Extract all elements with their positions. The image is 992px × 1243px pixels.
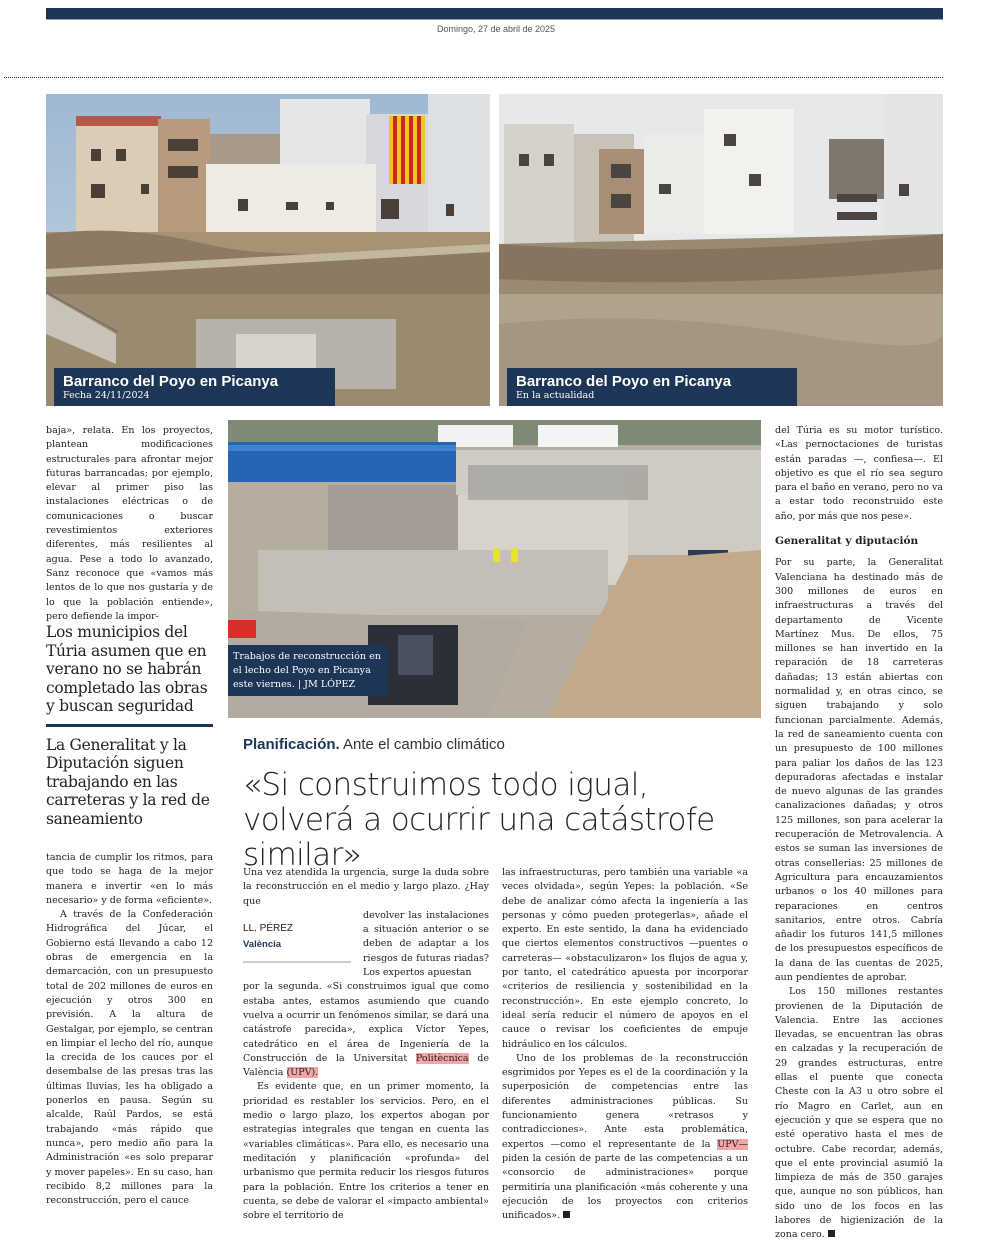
photo-after-subtitle: En la actualidad (516, 390, 595, 401)
photo-before-image (46, 94, 490, 406)
dotted-divider (4, 77, 943, 78)
left-column-paragraph: tancia de cumplir los ritmos, para que todo se haga de la mejor manera e invertir «en lo más necesario» y de forma «eficiente». (46, 852, 213, 906)
highlighted-text: UPV— (717, 1138, 748, 1150)
photo-before-title: Barranco del Poyo en Picanya (63, 373, 279, 390)
photo-before-caption (54, 368, 335, 406)
byline (243, 909, 351, 980)
article-paragraph (502, 1052, 748, 1224)
section-subhead: Generalitat y diputación (775, 535, 919, 548)
article-text: de València (243, 1052, 489, 1079)
photo-after-image (499, 94, 943, 406)
kicker-topic: Ante el cambio climático (343, 736, 505, 753)
article-text: por la segunda. «Si construimos igual que como estaba antes, estamos asumiendo que cuando vuelva a ocurrir un fenómenos similar, se dará una catástrofe parecida», explica Víctor Yepes, catedrático en el área de Ingeniería de la Construcción de la Universitat (243, 981, 489, 1064)
right-column (775, 424, 943, 1243)
photo-after-caption (507, 368, 797, 406)
end-of-article-mark (563, 1211, 570, 1218)
left-column-bottom (46, 851, 213, 1208)
end-of-article-mark (828, 1230, 835, 1237)
kicker-section: Planificación. (243, 736, 340, 753)
flag (389, 116, 425, 184)
photo-construction (228, 420, 761, 718)
article-intro-wrap: devolver las instalaciones a situación anterior o se deben de adaptar a los riesgos de futuras riadas? Los expertos apuestan (363, 909, 489, 979)
highlight-divider (46, 724, 213, 727)
left-column-paragraph: baja», relata. En los proyectos, plantean modificaciones estructurales para afrontar mejor futuras barrancadas; por ejemplo, elevar al primer piso las instalaciones eléctricas o de comunicaciones o buscar revestimientos exteriores diferentes, más resilientes al agua. Pese a todo lo avanzado, Sanz reconoce que «vamos más lentos de lo que nos gustaría y de lo que la población entiende», pero defiende la impor- (46, 425, 213, 622)
photo-before-date: Fecha 24/11/2024 (63, 390, 150, 401)
article-column-1 (243, 866, 489, 1223)
article-intro: Una vez atendida la urgencia, surge la duda sobre la reconstrucción en el medio y largo plazo. ¿Hay que (243, 867, 489, 907)
photo-before (46, 94, 490, 406)
photo-after (499, 94, 943, 406)
publication-date: Domingo, 27 de abril de 2025 (436, 24, 556, 34)
article-column-2 (502, 866, 748, 1223)
highlight-2: La Generalitat y la Diputación siguen trabajando en las carreteras y la red de saneamiento (46, 735, 210, 828)
article-text: Los 150 millones restantes provienen de la Diputación de Valencia. Entre las acciones llevadas, se encuentran las obras en calzadas y la recuperación de 29 grandes estructuras, entre ellas el puente que conecta Cheste con la A3 u otro sobre el río Magro en Carlet, aun en ejecución y que se espera que no esté operativo hasta el mes de octubre. Cabe recordar, además, que el ente provincial asumió la limpieza de más de 350 garajes que, aunque no son públicos, han sido uno de los focos en las labores de higienización de la zona cero. (775, 986, 943, 1241)
article-paragraph: Es evidente que, en un primer momento, la prioridad es restabler los servicios. Pero, en el medio o largo plazo, los expertos abogan por estrategias integrales que tengan en cuenta las «variables climáticas». Para ello, es necesario una meditación y planificación «profunda» del urbanismo que permita reducir los riesgos futuros para la población. Entre los criterios a tener en cuenta, se debe de valorar el «impacto ambiental» sobre el territorio de (243, 1081, 489, 1222)
article-paragraph (243, 980, 489, 1080)
article-paragraph: las infraestructuras, pero también una variable «a veces olvidada», según Yepes: la población. «Se debe de analizar cómo afecta la ingeniería a las personas y cómo pueden protegerlas», añade el experto. En este sentido, la dana ha evidenciado que ciertos elementos constructivos —puentes o carreteras— «obstaculizaron» los flujos de agua y, por tanto, el catedrático apuesta por incorporar «criterios de resiliencia y sostenibilidad en la reconstrucción». En este ejemplo concreto, lo ideal sería reducir el número de apoyos en el cauce o revisar los coeficientes de empuje hidráulico en los cálculos. (502, 867, 748, 1050)
right-column-paragraph: Por su parte, la Generalitat Valenciana ha destinado más de 300 millones de euros en infraestructuras a través del departamento de Vicente Martínez Mus. De ellos, 75 millones se han invertido en la reparación de 18 carreteras dañadas; 13 están abiertas con normalidad y, en otras cinco, se siguen trabajando y solo funcionan parcialmente. Además, la red de saneamiento cuenta con un presupuesto de 100 millones para paliar los daños de las 123 depuradoras afectadas e instalar de nuevo algunas de las grandes canalizaciones dañadas; y otros 125 millones, son para acelerar la recuperación de Metrovalencia. A estos se suman las inversiones de otras consellerias: 25 millones de Agricultura para encauzamientos urbanos o los 40 millones para reparaciones en centros sanitarios, entre otros. Cabría añadir los futuros 141,5 millones de los presupuestos específicos de la dana de las cuentas de 2025, aun pendientes de aprobar. (775, 557, 943, 983)
byline-location: València (243, 939, 282, 951)
article-kicker (243, 736, 505, 753)
masthead-bar (46, 8, 943, 20)
article-text: piden la cesión de parte de las competencias a un «consorcio de administraciones» porque permitiría una planificación «más coherente y una ejecución de los proyectos con criterios unificados». (502, 1152, 748, 1222)
highlight-1: Los municipios del Túria asumen que en verano no se habrán completado las obras y buscan seguridad (46, 623, 208, 715)
photo-after-title: Barranco del Poyo en Picanya (516, 373, 732, 390)
byline-author: LL. PÉREZ (243, 922, 294, 934)
right-column-paragraph: del Túria es su motor turístico. «Las pernoctaciones de turistas están paradas —, confiesa—. El objetivo es que el río sea seguro para el baño en verano, pero no va a estar todo reconstruido este año, por más que nos pese». (775, 425, 943, 522)
article-headline: «Si construimos todo igual, volverá a ocurrir una catástrofe similar» (243, 767, 715, 873)
left-column-top (46, 424, 213, 624)
article-text: Uno de los problemas de la reconstrucción esgrimidos por Yepes es el de la coordinación y la superposición de competencias entre las diferentes administraciones públicas. Su funcionamiento genera «retrasos y contradicciones». Ante esta problemática, expertos —como el representante de la (502, 1052, 748, 1150)
photo-construction-caption: Trabajos de reconstrucción en el lecho del Poyo en Picanya este viernes. | JM LÓPEZ (228, 645, 388, 696)
highlighted-text: Politècnica (415, 1052, 469, 1064)
right-column-paragraph (775, 985, 943, 1242)
highlighted-text: (UPV). (286, 1067, 319, 1079)
byline-divider (243, 961, 351, 963)
highlight-box (46, 623, 213, 828)
left-column-paragraph: A través de la Confederación Hidrográfica del Júcar, el Gobierno está llevando a cabo 12 obras de emergencia en la demarcación, con un presupuesto total de 202 millones de euros en ejecución y otros 300 en previsión. A la altura de Gestalgar, por ejemplo, se centran en limpiar el lecho del río, aunque la crecida de los cauces por el desembalse de las presas tras las últimas lluvias, les ha obligado a ponerlos en pausa. Según su alcalde, Raúl Pardos, se está trabajando «más rápido que nunca», pero medio año para la Administración «es solo preparar y mover papeles». En su caso, han recibido 8,2 millones para la reconstrucción, pero el cauce (46, 909, 213, 1207)
